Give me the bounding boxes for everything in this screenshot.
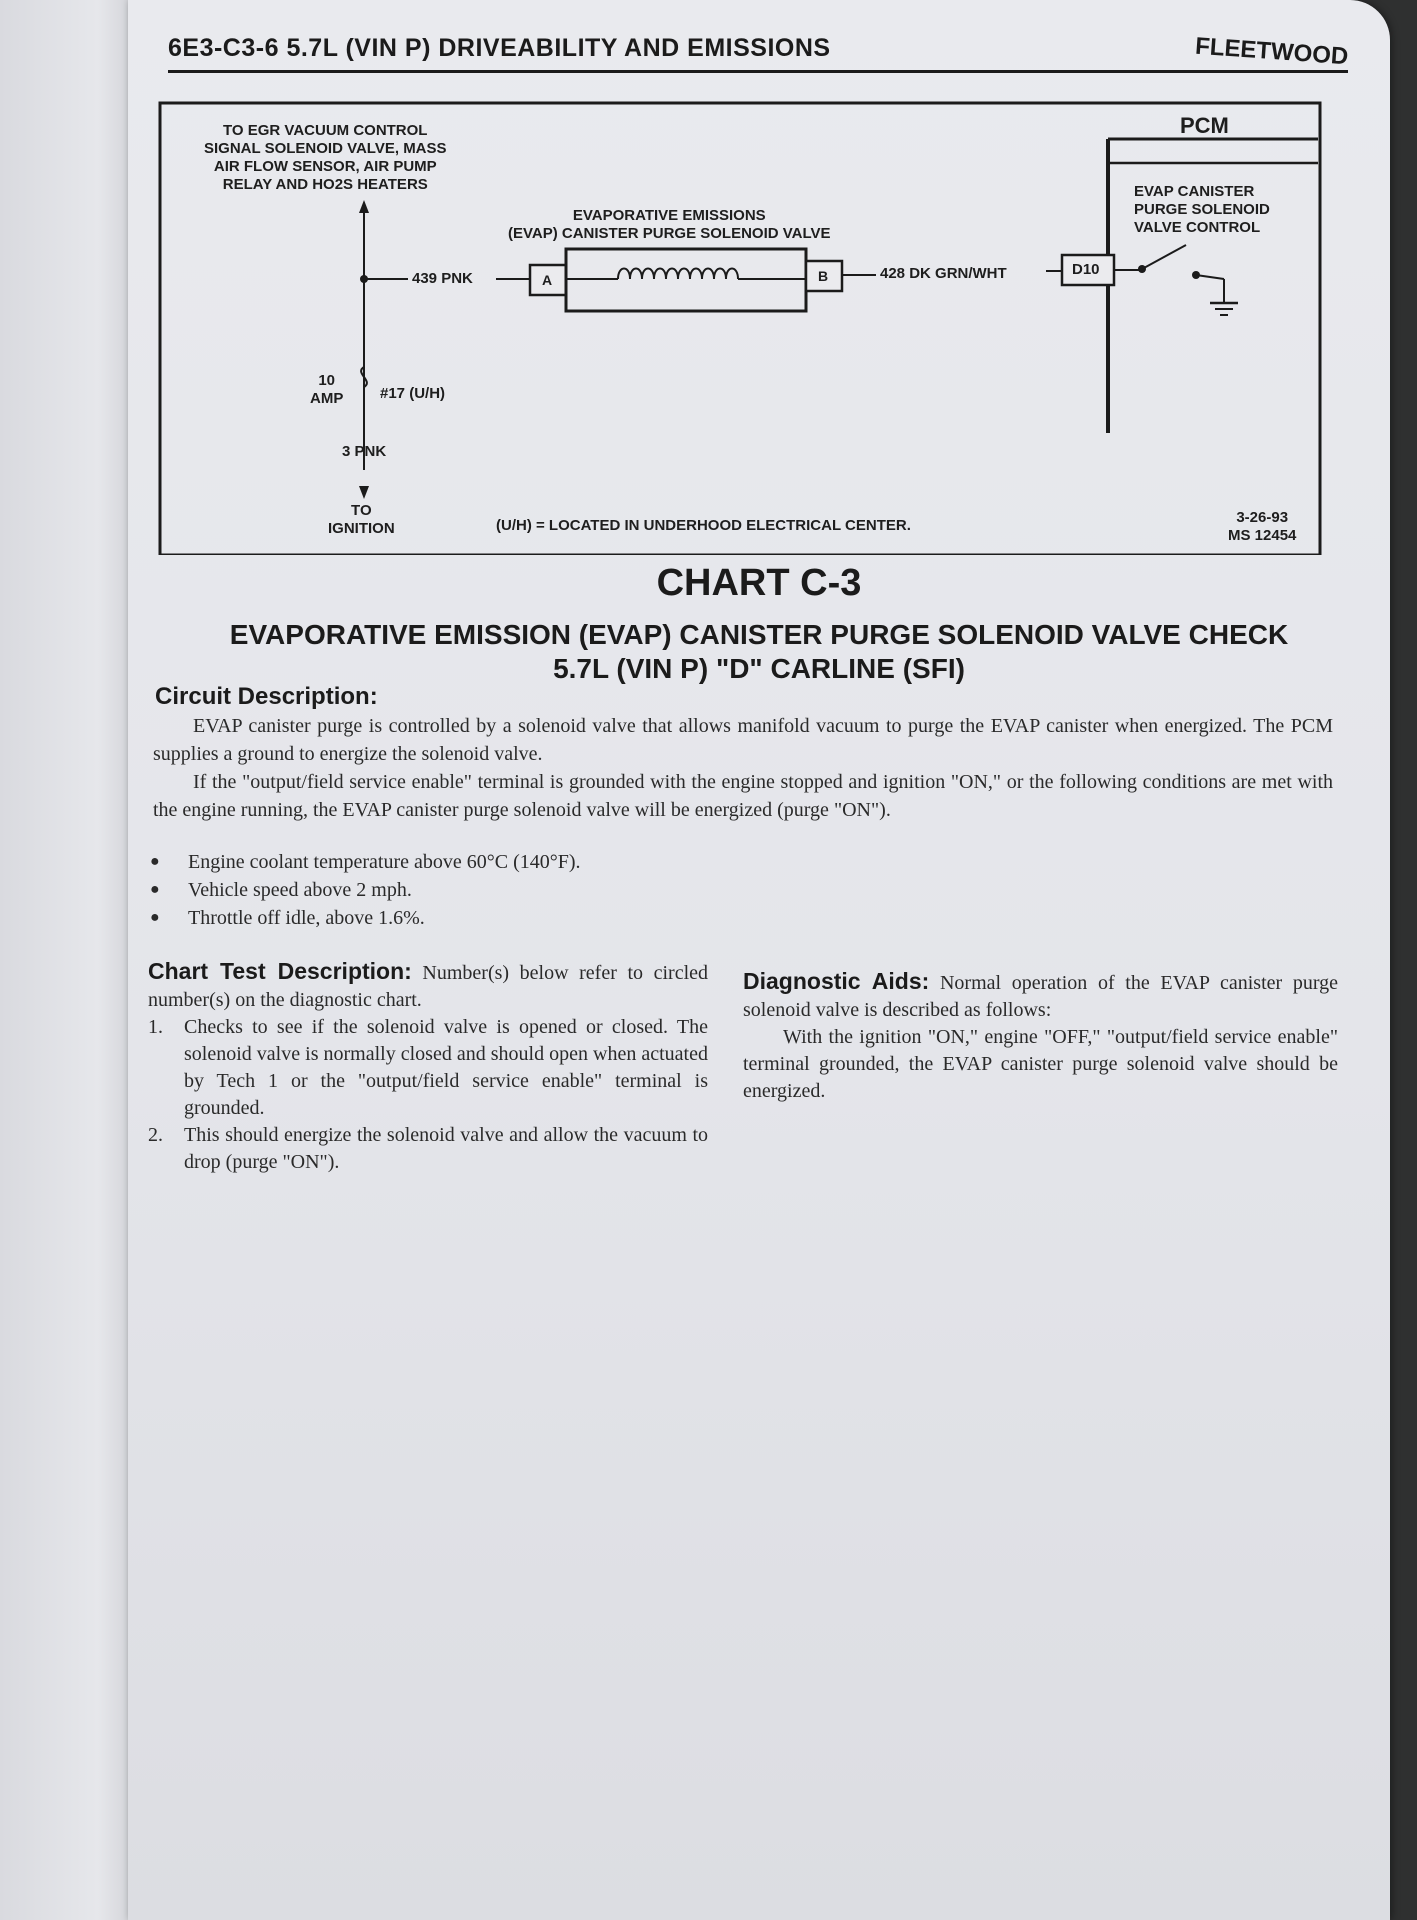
- circuit-paragraph-2: If the "output/field service enable" terminal is grounded with the engine stopped and ignition "ON," or the following conditions are met with the engine running, the EVAP canister purge solenoid valve will be energized (purge "ON").: [153, 771, 1333, 821]
- chart-test-description: [148, 958, 708, 1176]
- fuse-id: #17 (U/H): [380, 385, 446, 402]
- egr-note: TO EGR VACUUM CONTROL SIGNAL SOLENOID VALVE, MASS AIR FLOW SENSOR, AIR PUMP RELAY AND HO2S HEATERS: [204, 122, 447, 193]
- chart-test-heading: Chart Test Description:: [148, 958, 412, 984]
- circuit-description-text: [153, 712, 1333, 824]
- section-title: 6E3-C3-6 5.7L (VIN P) DRIVEABILITY AND EMISSIONS: [168, 34, 831, 62]
- chart-subtitle: EVAPORATIVE EMISSION (EVAP) CANISTER PURGE SOLENOID VALVE CHECK 5.7L (VIN P) "D" CARLINE (SFI): [229, 619, 1289, 684]
- list-item: ● Vehicle speed above 2 mph.: [150, 876, 581, 904]
- circuit-description-heading: Circuit Description:: [155, 683, 378, 710]
- page-header: [168, 30, 1348, 73]
- pcm-control-label: EVAP CANISTER PURGE SOLENOID VALVE CONTROL: [1134, 183, 1270, 236]
- fuse-rating: 10 AMP: [310, 372, 344, 407]
- pcm-pin-label: D10: [1072, 261, 1100, 278]
- manual-page: [128, 0, 1390, 1920]
- list-item: 1. Checks to see if the solenoid valve is opened or closed. The solenoid valve is normally closed and should open when actuated by Tech 1 or the "output/field service enable" terminal is grounded.: [148, 1016, 708, 1119]
- diagnostic-intro: Normal operation of the EVAP canister purge solenoid valve is described as follows:: [743, 972, 1339, 1021]
- list-item: 2. This should energize the solenoid valve and allow the vacuum to drop (purge "ON").: [148, 1124, 708, 1173]
- condition-list: [150, 848, 581, 932]
- diagnostic-paragraph: With the ignition "ON," engine "OFF," "output/field service enable" terminal grounded, the EVAP canister purge solenoid valve should be energized.: [743, 1026, 1338, 1102]
- solenoid-coil: [618, 269, 738, 280]
- terminal-b-label: B: [818, 268, 829, 284]
- wire-3-label: 3 PNK: [342, 443, 387, 460]
- chart-title: CHART C-3: [656, 562, 862, 604]
- model-name: FLEETWOOD: [1193, 32, 1349, 71]
- background-sheet: [0, 0, 140, 1920]
- uh-note: (U/H) = LOCATED IN UNDERHOOD ELECTRICAL CENTER.: [496, 517, 911, 534]
- diagnostic-heading: Diagnostic Aids:: [743, 968, 930, 994]
- list-item: ● Throttle off idle, above 1.6%.: [150, 904, 581, 932]
- wire-439-label: 439 PNK: [412, 270, 473, 287]
- pcm-label: PCM: [1180, 113, 1229, 138]
- ignition-label: TO IGNITION: [328, 502, 395, 537]
- wiring-diagram: [158, 95, 1328, 555]
- chart-test-steps: [148, 1014, 708, 1176]
- valve-title: EVAPORATIVE EMISSIONS (EVAP) CANISTER PURGE SOLENOID VALVE: [508, 207, 831, 242]
- chart-test-intro: Number(s) below refer to circled number(s) on the diagnostic chart.: [148, 962, 709, 1011]
- wire-428-label: 428 DK GRN/WHT: [880, 265, 1007, 282]
- ignition-arrow: [359, 486, 369, 499]
- circuit-paragraph-1: EVAP canister purge is controlled by a solenoid valve that allows manifold vacuum to purge the EVAP canister when energized. The PCM supplies a ground to energize the solenoid valve.: [153, 715, 1333, 765]
- diagram-reference: 3-26-93 MS 12454: [1228, 509, 1297, 544]
- terminal-a-label: A: [542, 272, 553, 288]
- egr-arrow: [359, 200, 369, 213]
- list-item: ● Engine coolant temperature above 60°C (140°F).: [150, 848, 581, 876]
- diagnostic-aids: [743, 968, 1338, 1105]
- pcm-switch: [1142, 245, 1186, 269]
